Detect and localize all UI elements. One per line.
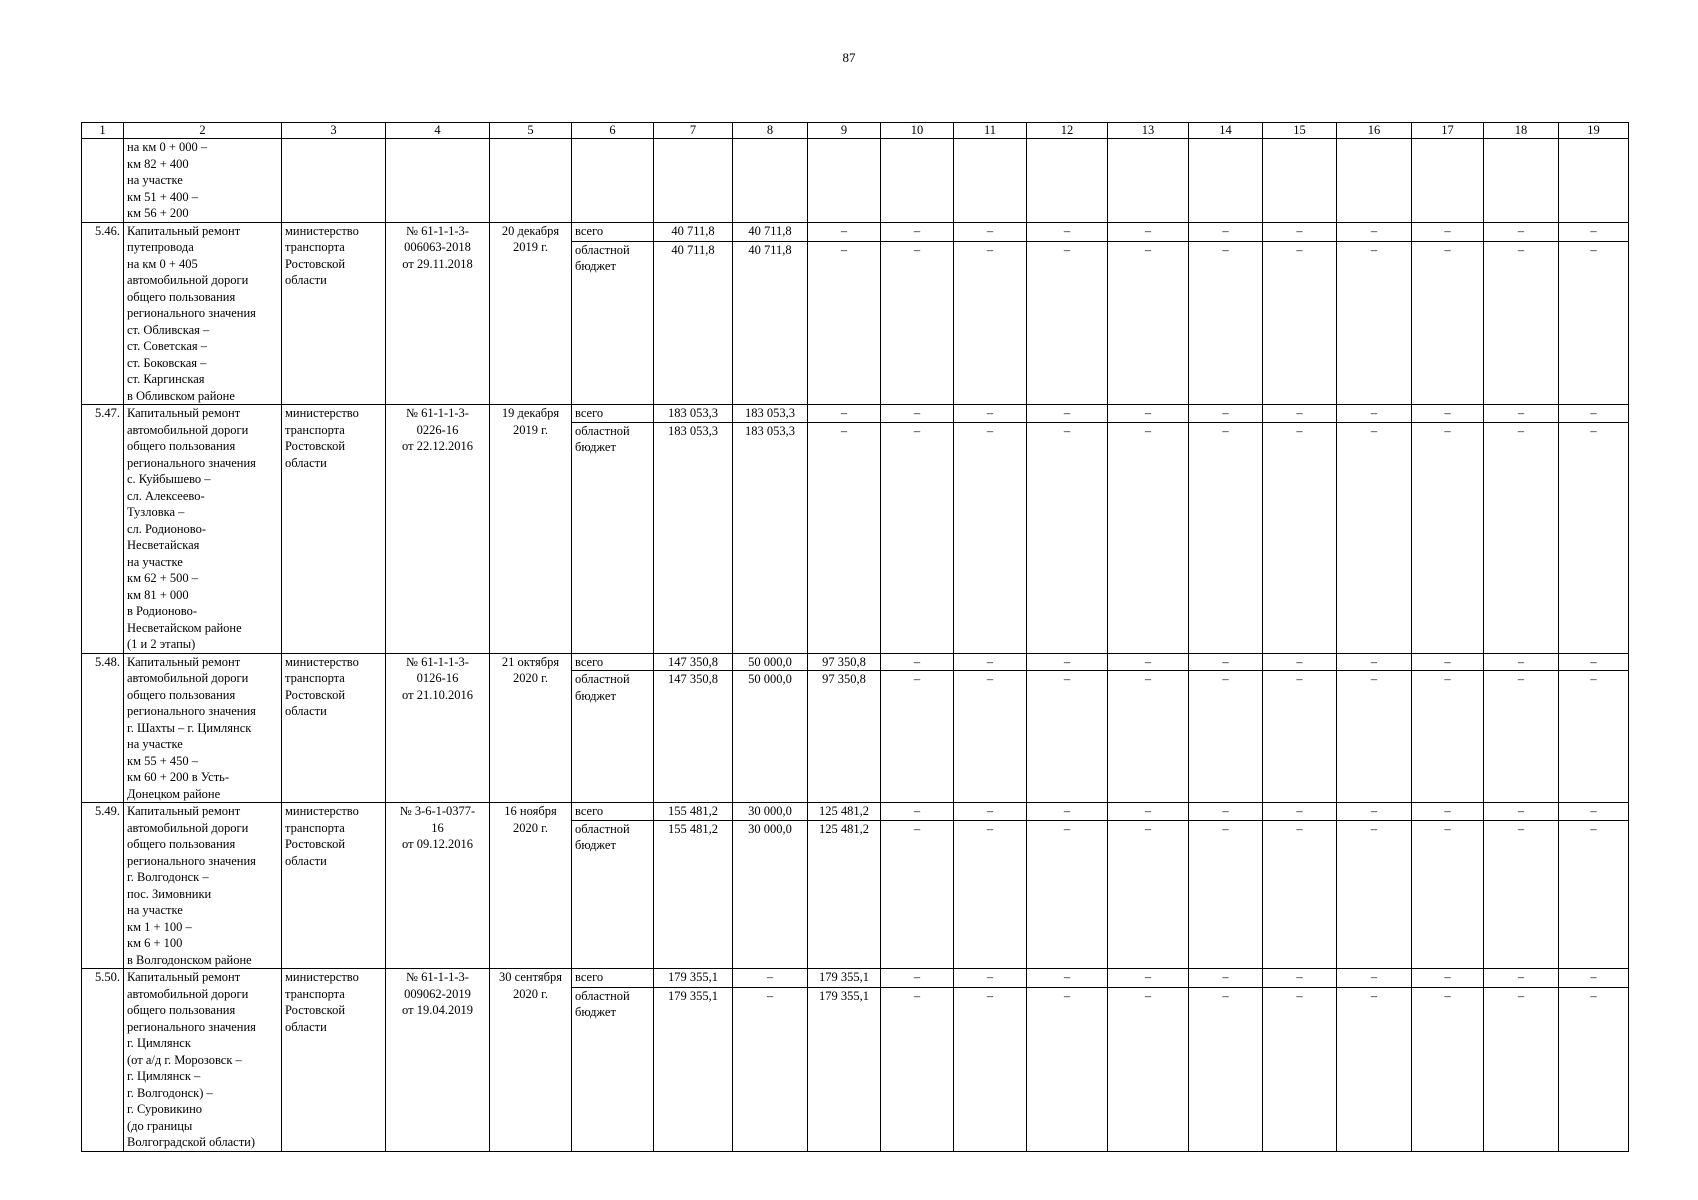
cell-number: 5.46. [82, 222, 124, 405]
column-header-13: 13 [1108, 123, 1189, 139]
cell-value: 183 053,3 [654, 422, 733, 653]
cell-empty [654, 139, 733, 223]
cell-value: – [733, 987, 808, 1151]
cell-customer: министерство транспорта Ростовской области [282, 653, 386, 803]
cell-value: – [1108, 222, 1189, 241]
cell-value: – [1559, 820, 1629, 968]
cell-value: – [954, 241, 1027, 404]
cell-value: – [1337, 222, 1412, 241]
cell-value: – [881, 653, 954, 671]
cell-value: – [1108, 803, 1189, 821]
cell-empty [1559, 139, 1629, 223]
cell-date: 21 октября 2020 г. [490, 653, 572, 803]
column-header-3: 3 [282, 123, 386, 139]
cell-empty [1027, 139, 1108, 223]
cell-empty [1263, 139, 1337, 223]
cell-value: – [1337, 671, 1412, 803]
column-header-7: 7 [654, 123, 733, 139]
cell-value: – [1337, 803, 1412, 821]
cell-value: – [1337, 405, 1412, 423]
cell-value: – [1027, 422, 1108, 653]
cell-value: – [808, 222, 881, 241]
cell-empty [733, 139, 808, 223]
cell-value: – [954, 653, 1027, 671]
cell-value: – [1263, 820, 1337, 968]
cell-value: – [1484, 422, 1559, 653]
table-row [82, 653, 1629, 671]
cell-value: – [1412, 422, 1484, 653]
data-table [81, 122, 1629, 1152]
cell-empty [282, 139, 386, 223]
cell-empty [572, 139, 654, 223]
column-header-10: 10 [881, 123, 954, 139]
cell-value: – [1027, 653, 1108, 671]
cell-value: – [1337, 987, 1412, 1151]
cell-date: 19 декабря 2019 г. [490, 405, 572, 654]
cell-value: – [1484, 987, 1559, 1151]
column-header-12: 12 [1027, 123, 1108, 139]
cell-number: 5.48. [82, 653, 124, 803]
cell-value: – [1189, 241, 1263, 404]
cell-value: – [1189, 422, 1263, 653]
cell-value: 179 355,1 [654, 987, 733, 1151]
page-number: 87 [842, 50, 856, 65]
cell-value: 30 000,0 [733, 820, 808, 968]
cell-value: – [1337, 820, 1412, 968]
cell-document: № 61-1-1-3- 009062-2019 от 19.04.2019 [386, 969, 490, 1152]
cell-value: – [881, 222, 954, 241]
cell-value: – [1412, 405, 1484, 423]
cell-value: – [1484, 803, 1559, 821]
cell-value: – [1027, 803, 1108, 821]
cell-funding-source: областной бюджет [572, 671, 654, 803]
cell-funding-source: областной бюджет [572, 987, 654, 1151]
table-row [82, 222, 1629, 241]
cell-empty [1484, 139, 1559, 223]
cell-value: 30 000,0 [733, 803, 808, 821]
cell-value: – [1559, 803, 1629, 821]
cell-value: – [1484, 969, 1559, 988]
cell-object-name: на км 0 + 000 – км 82 + 400 на участке км 51 + 400 – км 56 + 200 [124, 139, 282, 223]
cell-number: 5.47. [82, 405, 124, 654]
table-row [82, 405, 1629, 423]
cell-value: – [954, 969, 1027, 988]
column-header-2: 2 [124, 123, 282, 139]
cell-value: – [1484, 653, 1559, 671]
cell-value: – [1559, 422, 1629, 653]
cell-value: – [1263, 987, 1337, 1151]
cell-value: – [1263, 653, 1337, 671]
cell-value: – [1108, 422, 1189, 653]
cell-value: – [1412, 241, 1484, 404]
column-header-15: 15 [1263, 123, 1337, 139]
column-header-19: 19 [1559, 123, 1629, 139]
cell-value: – [1337, 969, 1412, 988]
cell-value: – [1108, 820, 1189, 968]
cell-value: – [1484, 241, 1559, 404]
cell-value: – [881, 671, 954, 803]
cell-value: – [1108, 653, 1189, 671]
cell-customer: министерство транспорта Ростовской области [282, 222, 386, 405]
cell-empty [1108, 139, 1189, 223]
table-row [82, 969, 1629, 988]
cell-value: – [1108, 969, 1189, 988]
cell-empty [386, 139, 490, 223]
cell-value: 183 053,3 [733, 405, 808, 423]
cell-value: – [1559, 653, 1629, 671]
cell-value: – [1027, 820, 1108, 968]
cell-value: – [1189, 222, 1263, 241]
cell-value: – [1027, 241, 1108, 404]
cell-value: – [1412, 653, 1484, 671]
column-number-row [82, 123, 1629, 139]
cell-number: 5.49. [82, 803, 124, 969]
column-header-4: 4 [386, 123, 490, 139]
column-header-18: 18 [1484, 123, 1559, 139]
cell-value: – [954, 222, 1027, 241]
cell-object-name: Капитальный ремонт путепровода на км 0 + 405 автомобильной дороги общего пользования регионального значения ст. Обливская – ст. Советская – ст. Боковская – ст. Каргинская в Обливском районе [124, 222, 282, 405]
cell-value: – [1027, 222, 1108, 241]
cell-value: 179 355,1 [654, 969, 733, 988]
cell-empty [1412, 139, 1484, 223]
cell-value: – [954, 820, 1027, 968]
cell-value: – [808, 422, 881, 653]
cell-value: 179 355,1 [808, 987, 881, 1151]
cell-value: 147 350,8 [654, 671, 733, 803]
cell-value: 155 481,2 [654, 820, 733, 968]
cell-value: – [1412, 820, 1484, 968]
cell-value: – [881, 987, 954, 1151]
cell-value: 40 711,8 [654, 222, 733, 241]
cell-empty [490, 139, 572, 223]
cell-value: 40 711,8 [733, 241, 808, 404]
cell-empty [954, 139, 1027, 223]
cell-value: – [881, 422, 954, 653]
cell-value: – [1027, 969, 1108, 988]
column-header-14: 14 [1189, 123, 1263, 139]
cell-date: 16 ноября 2020 г. [490, 803, 572, 969]
table-row [82, 139, 1629, 223]
cell-document: № 61-1-1-3- 0126-16 от 21.10.2016 [386, 653, 490, 803]
cell-value: – [1484, 222, 1559, 241]
cell-object-name: Капитальный ремонт автомобильной дороги общего пользования регионального значения г. Цимлянск (от а/д г. Морозовск – г. Цимлянск – г. Волгодонск) – г. Суровикино (до границы Волгоградской области) [124, 969, 282, 1152]
cell-value: 147 350,8 [654, 653, 733, 671]
cell-value: – [1189, 653, 1263, 671]
cell-value: 125 481,2 [808, 820, 881, 968]
cell-value: – [954, 987, 1027, 1151]
cell-value: – [1108, 241, 1189, 404]
column-header-9: 9 [808, 123, 881, 139]
cell-funding-source: всего [572, 803, 654, 821]
cell-value: – [1412, 987, 1484, 1151]
cell-funding-source: областной бюджет [572, 422, 654, 653]
cell-value: – [1189, 405, 1263, 423]
cell-value: – [1337, 653, 1412, 671]
cell-funding-source: всего [572, 222, 654, 241]
cell-value: – [881, 241, 954, 404]
cell-number: 5.50. [82, 969, 124, 1152]
column-header-8: 8 [733, 123, 808, 139]
cell-value: – [1559, 987, 1629, 1151]
cell-value: – [1337, 422, 1412, 653]
cell-value: – [1263, 422, 1337, 653]
cell-value: – [1559, 671, 1629, 803]
cell-value: 125 481,2 [808, 803, 881, 821]
cell-value: – [1108, 671, 1189, 803]
table-row [82, 803, 1629, 821]
cell-value: – [1263, 241, 1337, 404]
cell-empty [808, 139, 881, 223]
cell-value: – [1412, 671, 1484, 803]
cell-customer: министерство транспорта Ростовской области [282, 803, 386, 969]
cell-value: – [1263, 803, 1337, 821]
cell-value: – [1337, 241, 1412, 404]
cell-empty [1337, 139, 1412, 223]
cell-value: – [1559, 222, 1629, 241]
cell-value: – [1108, 405, 1189, 423]
cell-value: – [954, 671, 1027, 803]
cell-value: – [1027, 671, 1108, 803]
cell-funding-source: всего [572, 405, 654, 423]
cell-object-name: Капитальный ремонт автомобильной дороги общего пользования регионального значения с. Куйбышево – сл. Алексеево- Тузловка – сл. Родионово- Несветайская на участке км 62 + 500 – км 81 + 000 в Родионово- Несветайском районе (1 и 2 этапы) [124, 405, 282, 654]
cell-object-name: Капитальный ремонт автомобильной дороги общего пользования регионального значения г. Волгодонск – пос. Зимовники на участке км 1 + 100 – км 6 + 100 в Волгодонском районе [124, 803, 282, 969]
cell-value: – [954, 405, 1027, 423]
cell-value: – [954, 803, 1027, 821]
cell-value: 50 000,0 [733, 671, 808, 803]
cell-document: № 61-1-1-3- 006063-2018 от 29.11.2018 [386, 222, 490, 405]
column-header-5: 5 [490, 123, 572, 139]
cell-value: – [881, 405, 954, 423]
cell-value: – [1412, 803, 1484, 821]
cell-value: – [1189, 969, 1263, 988]
cell-value: – [881, 820, 954, 968]
cell-value: – [1484, 405, 1559, 423]
cell-customer: министерство транспорта Ростовской области [282, 405, 386, 654]
cell-value: – [1559, 241, 1629, 404]
cell-value: – [954, 422, 1027, 653]
cell-document: № 3-6-1-0377- 16 от 09.12.2016 [386, 803, 490, 969]
cell-value: – [1189, 820, 1263, 968]
cell-value: – [1263, 222, 1337, 241]
cell-value: – [1189, 671, 1263, 803]
cell-document: № 61-1-1-3- 0226-16 от 22.12.2016 [386, 405, 490, 654]
cell-value: – [808, 241, 881, 404]
cell-value: – [1108, 987, 1189, 1151]
cell-value: – [1189, 987, 1263, 1151]
cell-value: 97 350,8 [808, 671, 881, 803]
cell-value: – [1412, 969, 1484, 988]
cell-funding-source: всего [572, 653, 654, 671]
cell-value: 183 053,3 [654, 405, 733, 423]
cell-value: 97 350,8 [808, 653, 881, 671]
cell-empty [881, 139, 954, 223]
cell-value: – [1027, 987, 1108, 1151]
cell-value: – [1263, 969, 1337, 988]
cell-value: 155 481,2 [654, 803, 733, 821]
cell-customer: министерство транспорта Ростовской области [282, 969, 386, 1152]
cell-funding-source: областной бюджет [572, 820, 654, 968]
cell-number [82, 139, 124, 223]
cell-value: 50 000,0 [733, 653, 808, 671]
cell-date: 20 декабря 2019 г. [490, 222, 572, 405]
cell-value: – [1412, 222, 1484, 241]
cell-funding-source: всего [572, 969, 654, 988]
cell-value: – [1027, 405, 1108, 423]
column-header-11: 11 [954, 123, 1027, 139]
cell-value: – [1484, 671, 1559, 803]
cell-funding-source: областной бюджет [572, 241, 654, 404]
cell-value: – [1484, 820, 1559, 968]
cell-value: 40 711,8 [654, 241, 733, 404]
cell-value: 179 355,1 [808, 969, 881, 988]
cell-value: – [1263, 405, 1337, 423]
column-header-17: 17 [1412, 123, 1484, 139]
cell-value: 183 053,3 [733, 422, 808, 653]
cell-object-name: Капитальный ремонт автомобильной дороги общего пользования регионального значения г. Шахты – г. Цимлянск на участке км 55 + 450 – км 60 + 200 в Усть- Донецком районе [124, 653, 282, 803]
column-header-6: 6 [572, 123, 654, 139]
cell-value: – [1559, 405, 1629, 423]
cell-date: 30 сентября 2020 г. [490, 969, 572, 1152]
cell-value: – [1263, 671, 1337, 803]
cell-empty [1189, 139, 1263, 223]
cell-value: 40 711,8 [733, 222, 808, 241]
cell-value: – [1189, 803, 1263, 821]
cell-value: – [808, 405, 881, 423]
column-header-16: 16 [1337, 123, 1412, 139]
cell-value: – [881, 803, 954, 821]
cell-value: – [733, 969, 808, 988]
cell-value: – [1559, 969, 1629, 988]
column-header-1: 1 [82, 123, 124, 139]
cell-value: – [881, 969, 954, 988]
